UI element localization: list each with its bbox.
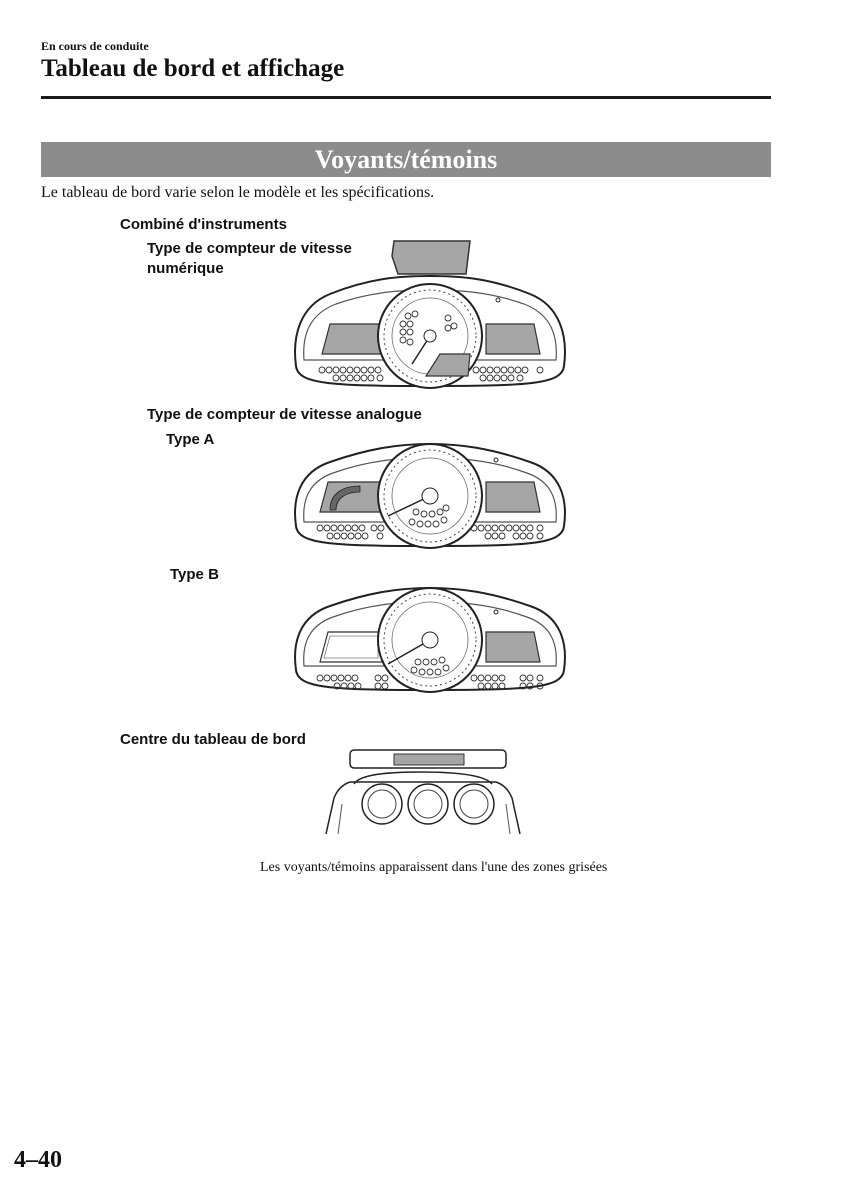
analog-cluster-type-b-illustration bbox=[290, 582, 570, 694]
analog-label: Type de compteur de vitesse analogue bbox=[147, 406, 422, 423]
center-heading: Centre du tableau de bord bbox=[120, 731, 306, 748]
right-gray-zone bbox=[486, 632, 540, 662]
right-gray-zone bbox=[486, 482, 540, 512]
intro-text: Le tableau de bord varie selon le modèle et les spécifications. bbox=[41, 184, 435, 201]
section-heading-bar bbox=[41, 142, 771, 177]
type-a-label: Type A bbox=[166, 431, 215, 448]
page-number: 4–40 bbox=[14, 1147, 62, 1173]
type-b-label: Type B bbox=[170, 566, 219, 583]
page-title: Tableau de bord et affichage bbox=[41, 55, 345, 82]
digital-label-line1: Type de compteur de vitesse bbox=[147, 240, 352, 257]
chapter-label: En cours de conduite bbox=[41, 39, 149, 53]
right-gray-zone bbox=[486, 324, 540, 354]
center-gray-zone bbox=[394, 754, 464, 765]
digital-label-line2: numérique bbox=[147, 260, 224, 277]
head-up-display-zone bbox=[392, 241, 470, 274]
center-console-illustration bbox=[320, 748, 525, 838]
analog-cluster-type-a-illustration bbox=[290, 438, 570, 550]
title-divider bbox=[41, 96, 771, 99]
section-title: Voyants/témoins bbox=[314, 144, 498, 174]
left-display-frame bbox=[320, 632, 382, 662]
figure-caption: Les voyants/témoins apparaissent dans l'une des zones grisées bbox=[260, 860, 608, 875]
cluster-heading: Combiné d'instruments bbox=[120, 216, 287, 233]
digital-cluster-illustration bbox=[290, 236, 570, 391]
left-gray-zone bbox=[322, 324, 382, 354]
